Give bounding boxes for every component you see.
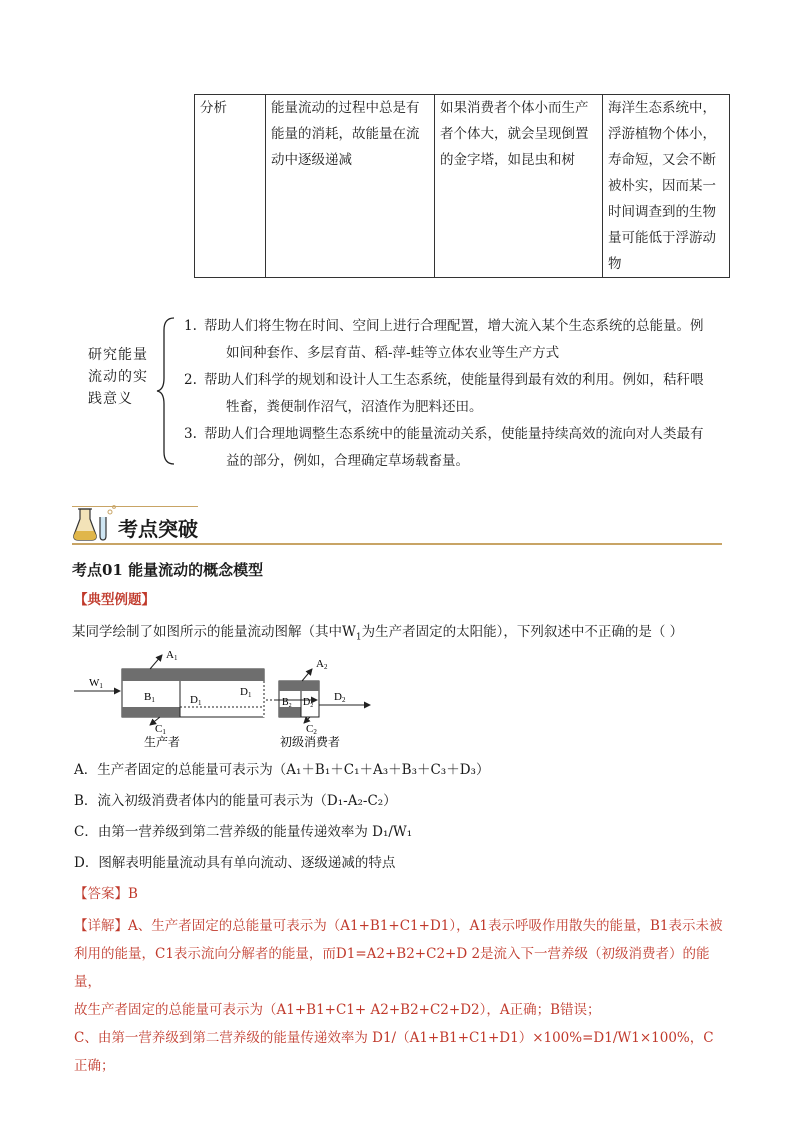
- label-B2: $B_2$: [282, 697, 292, 709]
- label-D2-arrow: D2: [334, 691, 346, 704]
- caption-producer: 生产者: [144, 735, 181, 749]
- label-C1: C1: [155, 723, 166, 736]
- list-item: 2. 帮助人们科学的规划和设计人工生态系统，使能量得到最有效的利用。例如，秸秆喂 牲畜，粪便制作沼气，沼渣作为肥料还田。: [184, 372, 704, 415]
- option-d: D．图解表明能量流动具有单向流动、逐级递减的特点: [74, 855, 396, 871]
- table-cell-number: 如果消费者个体小而生产者个体大，就会呈现倒置的金字塔，如昆虫和树: [435, 95, 603, 278]
- question-text: 某同学绘制了如图所示的能量流动图解（其中$W_1$为生产者固定的太阳能），下列叙述中不正确的是（ ）: [72, 624, 684, 643]
- option-b: B．流入初级消费者体内的能量可表示为（D₁-A₂-C₂）: [74, 793, 397, 809]
- energy-flow-diagram: [72, 645, 392, 759]
- flask-icon: [72, 503, 118, 543]
- label-C2: C2: [306, 723, 317, 736]
- table-row-label: 分析: [195, 95, 266, 278]
- point-title: 考点01 能量流动的概念模型: [72, 561, 264, 579]
- table-cell-energy: 能量流动的过程中总是有能量的消耗，故能量在流动中逐级递减: [266, 95, 435, 278]
- label-A2: A2: [316, 658, 328, 671]
- practice-list: [184, 313, 724, 475]
- table-row: [195, 95, 730, 278]
- list-item: 1. 帮助人们将生物在时间、空间上进行合理配置，增大流入某个生态系统的总能量。例 如间种套作、多层育苗、稻-萍-蛙等立体农业等生产方式: [184, 318, 704, 361]
- label-B1: B1: [144, 691, 155, 704]
- answer: 【答案】B: [74, 886, 138, 902]
- section-top-line: [72, 506, 198, 507]
- list-item: 3. 帮助人们合理地调整生态系统中的能量流动关系，使能量持续高效的流向对人类最有 益的部分，例如，合理确定草场载畜量。: [184, 426, 704, 469]
- example-label: 【典型例题】: [74, 592, 155, 608]
- caption-consumer: 初级消费者: [280, 735, 341, 749]
- label-D2: $D_2$: [303, 697, 314, 709]
- explanation: 【详解】A、生产者固定的总能量可表示为（A1+B1+C1+D1），A1表示呼吸作用散失的能量，B1表示未被 利用的能量，C1表示流向分解者的能量，而D1=A2+B2+C2+D 2是流入下一营养级（初级消费者）的能量， 故生产者固定的总能量可表示为（A1+B1+C1+ A2+B2+C2+D2），A正确；B错误； C、由第一营养级到第二营养级的能量传递效率为 D1/（A1+B1+C1+D1）×100%=D1/W1×100%，C正确；: [74, 918, 723, 1074]
- option-c: C．由第一营养级到第二营养级的能量传递效率为 D₁/W₁: [74, 824, 413, 840]
- section-divider: [72, 543, 722, 545]
- practice-label: 研究能量流动的实践意义: [88, 347, 148, 407]
- comparison-table: [194, 94, 730, 278]
- table-cell-biomass: 海洋生态系统中，浮游植物个体小，寿命短，又会不断被朴实，因而某一时间调查到的生物量可能低于浮游动物: [603, 95, 730, 278]
- brace-icon: [156, 316, 176, 466]
- label-D1: D1: [190, 694, 202, 707]
- section-title: 考点突破: [118, 517, 198, 541]
- label-W1: W1: [89, 677, 103, 690]
- label-A1: A1: [166, 649, 178, 662]
- label-D1-arrow: D1: [240, 686, 252, 699]
- option-a: A．生产者固定的总能量可表示为（A₁＋B₁＋C₁＋A₃＋B₃＋C₃＋D₃）: [74, 762, 490, 778]
